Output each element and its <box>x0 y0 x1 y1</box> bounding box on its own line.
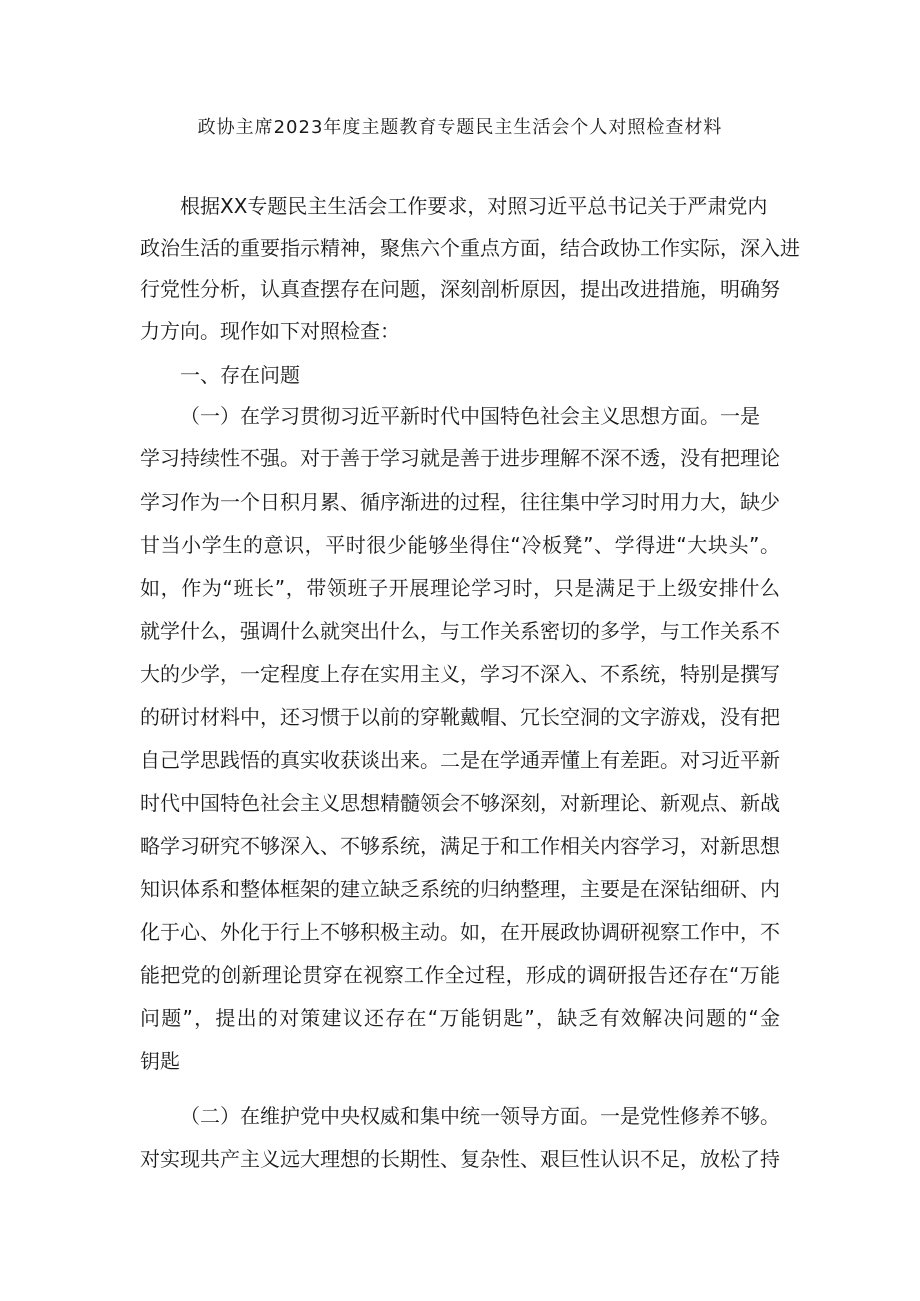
paragraph-line: 问题”，提出的对策建议还存在“万能钥匙”，缺乏有效解决问题的“金 <box>140 1006 780 1030</box>
paragraph-line: 对实现共产主义远大理想的长期性、复杂性、艰巨性认识不足，放松了持 <box>140 1147 780 1171</box>
paragraph-line: 行党性分析，认真查摆存在问题，深刻剖析原因，提出改进措施，明确努 <box>140 277 780 301</box>
paragraph-line: （二）在维护党中央权威和集中统一领导方面。一是党性修养不够。 <box>180 1104 780 1128</box>
section-heading: 一、存在问题 <box>180 363 300 387</box>
paragraph-line: 时代中国特色社会主义思想精髓领会不够深刻，对新理论、新观点、新战 <box>140 791 780 815</box>
paragraph-line: 力方向。现作如下对照检查： <box>140 319 400 343</box>
paragraph-line: 略学习研究不够深入、不够系统，满足于和工作相关内容学习，对新思想 <box>140 834 780 858</box>
paragraph-line: 知识体系和整体框架的建立缺乏系统的归纳整理，主要是在深钻细研、内 <box>140 877 780 901</box>
paragraph-line: 就学什么，强调什么就突出什么，与工作关系密切的多学，与工作关系不 <box>140 619 780 643</box>
paragraph-line: （一）在学习贯彻习近平新时代中国特色社会主义思想方面。一是 <box>180 404 760 428</box>
paragraph-line: 根据XX专题民主生活会工作要求，对照习近平总书记关于严肃党内 <box>180 194 768 218</box>
paragraph-line: 学习作为一个日积月累、循序渐进的过程，往往集中学习时用力大，缺少 <box>140 490 780 514</box>
paragraph-line: 的研讨材料中，还习惯于以前的穿靴戴帽、冗长空洞的文字游戏，没有把 <box>140 705 780 729</box>
paragraph-line: 甘当小学生的意识，平时很少能够坐得住“冷板凳”、学得进“大块头”。 <box>140 533 780 557</box>
paragraph-line: 能把党的创新理论贯穿在视察工作全过程，形成的调研报告还存在“万能 <box>140 963 780 987</box>
paragraph-line: 学习持续性不强。对于善于学习就是善于进步理解不深不透，没有把理论 <box>140 446 780 470</box>
document-title: 政协主席2023年度主题教育专题民主生活会个人对照检查材料 <box>197 117 723 138</box>
paragraph-line: 政治生活的重要指示精神，聚焦六个重点方面，结合政协工作实际，深入进 <box>140 236 800 260</box>
paragraph-line: 如，作为“班长”，带领班子开展理论学习时，只是满足于上级安排什么 <box>140 576 780 600</box>
paragraph-line: 化于心、外化于行上不够积极主动。如，在开展政协调研视察工作中，不 <box>140 920 780 944</box>
paragraph-line: 钥匙 <box>140 1049 180 1073</box>
paragraph-line: 大的少学，一定程度上存在实用主义，学习不深入、不系统，特别是撰写 <box>140 662 780 686</box>
paragraph-line: 自己学思践悟的真实收获谈出来。二是在学通弄懂上有差距。对习近平新 <box>140 748 780 772</box>
